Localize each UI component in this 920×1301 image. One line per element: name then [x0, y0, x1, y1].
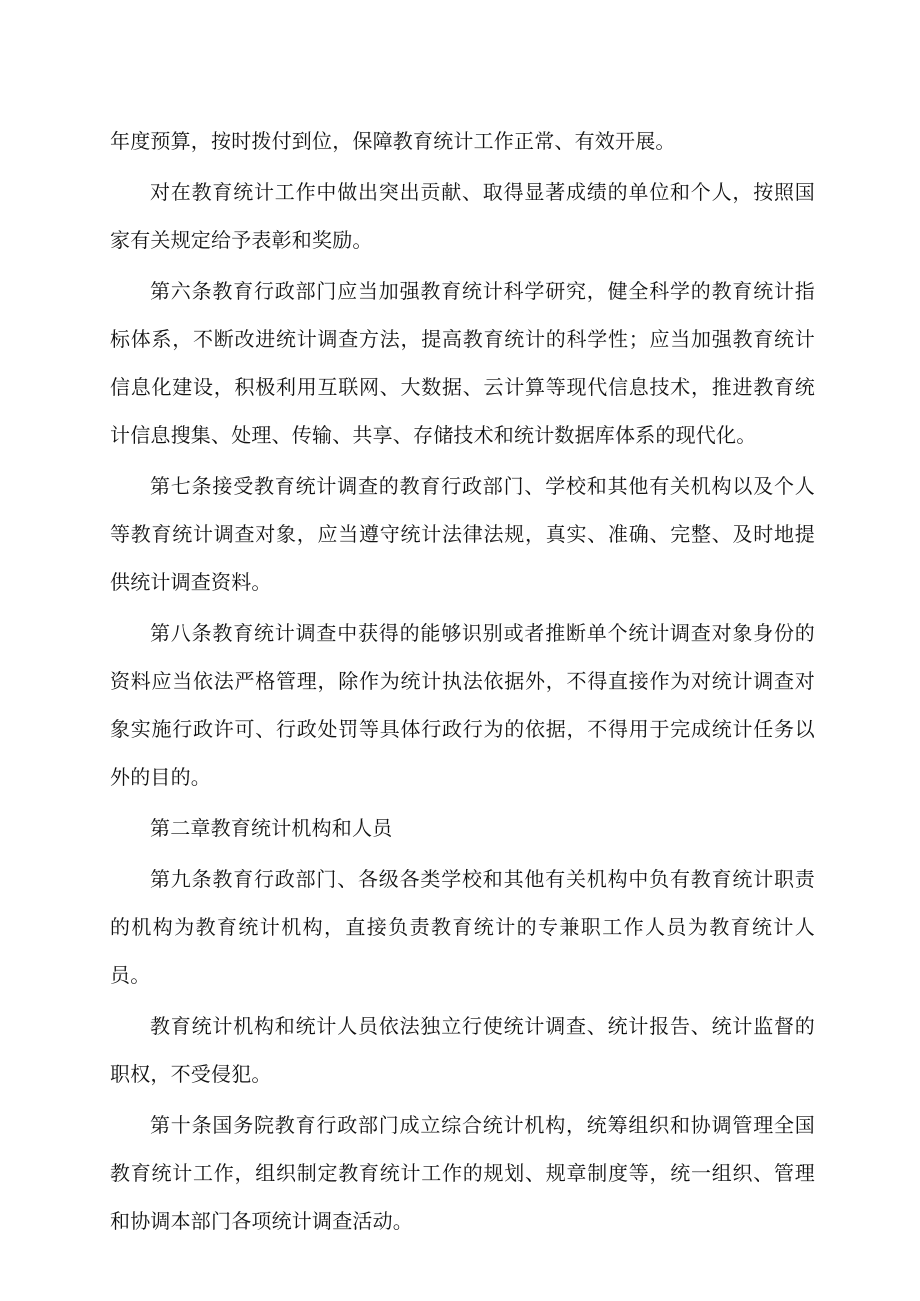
paragraph-independence: 教育统计机构和统计人员依法独立行使统计调查、统计报告、统计监督的职权，不受侵犯。: [110, 1014, 815, 1086]
document-body: [110, 117, 815, 1248]
article-9: 第九条教育行政部门、各级各类学校和其他有关机构中负有教育统计职责的机构为教育统计机构，直接负责教育统计的专兼职工作人员为教育统计人员。: [110, 867, 815, 987]
article-8: 第八条教育统计调查中获得的能够识别或者推断单个统计调查对象身份的资料应当依法严格管理，除作为统计执法依据外，不得直接作为对统计调查对象实施行政许可、行政处罚等具体行政行为的依据，不得用于完成统计任务以外的目的。: [110, 621, 815, 789]
article-6: 第六条教育行政部门应当加强教育统计科学研究，健全科学的教育统计指标体系，不断改进统计调查方法，提高教育统计的科学性；应当加强教育统计信息化建设，积极利用互联网、大数据、云计算等现代信息技术，推进教育统计信息搜集、处理、传输、共享、存储技术和统计数据库体系的现代化。: [110, 279, 815, 447]
article-7: 第七条接受教育统计调查的教育行政部门、学校和其他有关机构以及个人等教育统计调查对象，应当遵守统计法律法规，真实、准确、完整、及时地提供统计调查资料。: [110, 474, 815, 594]
paragraph-rewards: 对在教育统计工作中做出突出贡献、取得显著成绩的单位和个人，按照国家有关规定给予表彰和奖励。: [110, 180, 815, 252]
paragraph-continuation: 年度预算，按时拨付到位，保障教育统计工作正常、有效开展。: [110, 129, 676, 153]
chapter-2-heading: 第二章教育统计机构和人员: [150, 816, 393, 840]
article-10: 第十条国务院教育行政部门成立综合统计机构，统筹组织和协调管理全国教育统计工作，组织制定教育统计工作的规划、规章制度等，统一组织、管理和协调本部门各项统计调查活动。: [110, 1113, 815, 1233]
